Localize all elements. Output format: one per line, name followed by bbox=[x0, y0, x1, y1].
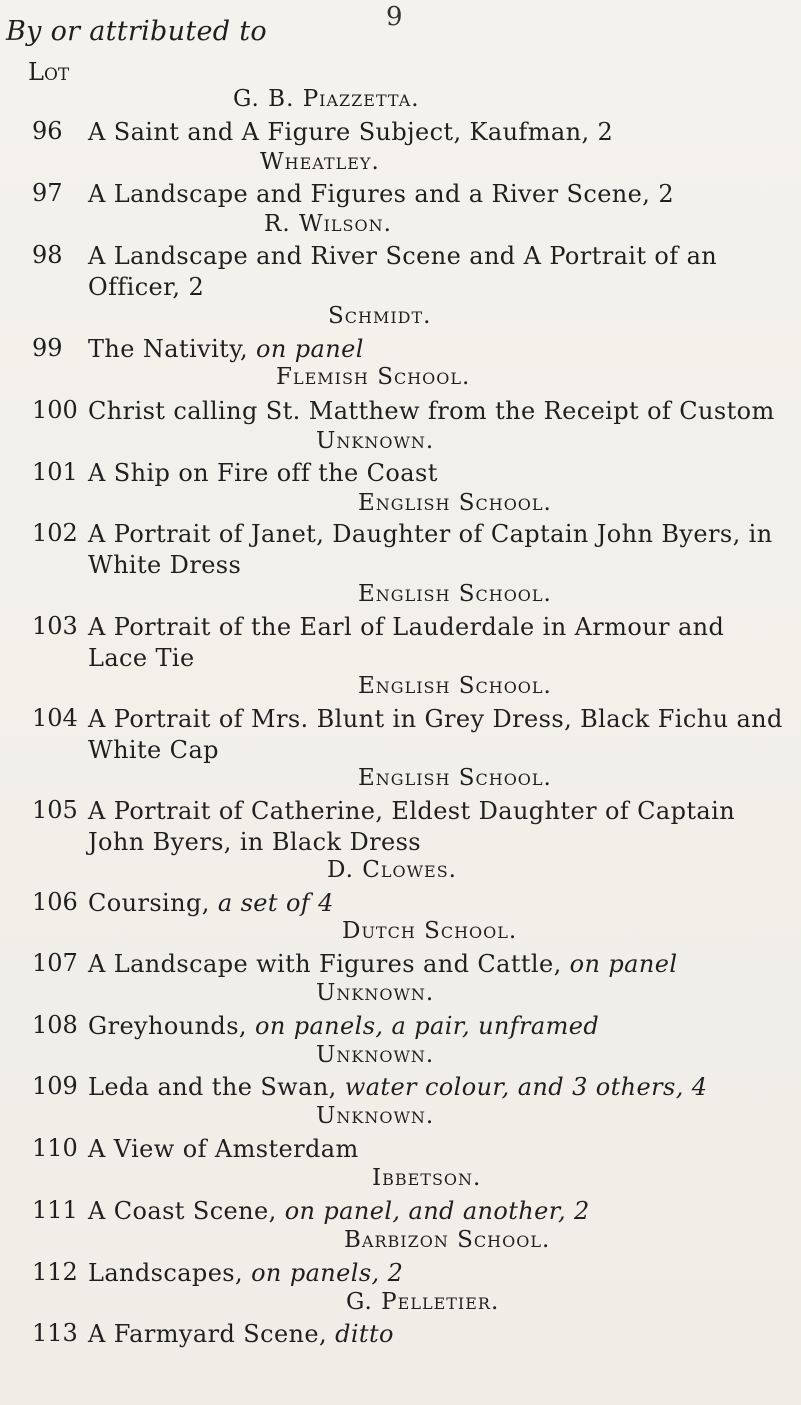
lot-number: 101 bbox=[32, 458, 78, 486]
lot-number: 109 bbox=[32, 1072, 78, 1100]
page-heading: By or attributed to bbox=[6, 16, 267, 47]
lot-number: 102 bbox=[32, 519, 78, 547]
artist-name: D. Clowes. bbox=[327, 857, 457, 883]
lot-description bbox=[88, 704, 784, 766]
lot-number: 99 bbox=[32, 334, 63, 362]
lot-description bbox=[88, 1319, 784, 1350]
lot-title: A Ship on Fire off the Coast bbox=[88, 459, 438, 487]
lot-title: A View of Amsterdam bbox=[88, 1135, 359, 1163]
lot-title: Coursing, bbox=[88, 889, 210, 917]
lot-description bbox=[88, 796, 784, 858]
lot-number: 107 bbox=[32, 949, 78, 977]
lot-title: A Saint and A Figure Subject, Kaufman, 2 bbox=[88, 118, 614, 146]
lot-medium: ditto bbox=[335, 1320, 394, 1348]
lot-number: 112 bbox=[32, 1258, 78, 1286]
lot-title: Landscapes, bbox=[88, 1259, 244, 1287]
lot-title: Greyhounds, bbox=[88, 1012, 247, 1040]
lot-column-label: Lot bbox=[28, 58, 70, 86]
lot-title: A Portrait of Mrs. Blunt in Grey Dress, Black Fichu and White Cap bbox=[88, 705, 783, 764]
lot-title: Christ calling St. Matthew from the Receipt of Custom bbox=[88, 397, 775, 425]
lot-medium: on panels, 2 bbox=[251, 1259, 404, 1287]
lot-medium: on panel, and another, 2 bbox=[284, 1197, 590, 1225]
lot-number: 108 bbox=[32, 1011, 78, 1039]
lot-number: 105 bbox=[32, 796, 78, 824]
lot-description bbox=[88, 949, 784, 980]
artist-name: G. Pelletier. bbox=[346, 1289, 500, 1315]
lot-description bbox=[88, 117, 784, 148]
lot-description bbox=[88, 334, 784, 365]
lot-title: A Landscape and River Scene and A Portrait of an Officer, 2 bbox=[88, 242, 718, 301]
lot-number: 111 bbox=[32, 1196, 78, 1224]
artist-name: Flemish School. bbox=[276, 364, 471, 390]
lot-number: 100 bbox=[32, 396, 78, 424]
lot-description bbox=[88, 458, 784, 489]
artist-name: English School. bbox=[358, 490, 552, 516]
lot-title: Leda and the Swan, bbox=[88, 1073, 337, 1101]
lot-medium: on panel bbox=[569, 950, 678, 978]
lot-number: 104 bbox=[32, 704, 78, 732]
lot-number: 97 bbox=[32, 179, 63, 207]
lot-title: A Coast Scene, bbox=[88, 1197, 277, 1225]
artist-name: Unknown. bbox=[316, 980, 435, 1006]
lot-description bbox=[88, 179, 784, 210]
lot-description bbox=[88, 396, 784, 427]
artist-name: Schmidt. bbox=[328, 303, 432, 329]
lot-description bbox=[88, 1072, 784, 1103]
lot-title: A Farmyard Scene, bbox=[88, 1320, 328, 1348]
lot-medium: water colour, and 3 others, 4 bbox=[344, 1073, 708, 1101]
lot-number: 113 bbox=[32, 1319, 78, 1347]
artist-name: Unknown. bbox=[316, 428, 435, 454]
lot-description bbox=[88, 1011, 784, 1042]
lot-title: A Portrait of Catherine, Eldest Daughter of Captain John Byers, in Black Dress bbox=[88, 797, 736, 856]
lot-medium: on panel bbox=[256, 335, 364, 363]
lot-number: 106 bbox=[32, 888, 78, 916]
lot-title: A Landscape with Figures and Cattle, bbox=[88, 950, 562, 978]
page-number: 9 bbox=[386, 2, 403, 32]
lot-medium: on panels, a pair, unframed bbox=[254, 1012, 600, 1040]
lot-number: 98 bbox=[32, 241, 63, 269]
lot-description bbox=[88, 519, 784, 581]
lot-title: A Portrait of the Earl of Lauderdale in Armour and Lace Tie bbox=[88, 613, 725, 672]
lot-description bbox=[88, 1258, 784, 1289]
artist-name: English School. bbox=[358, 581, 552, 607]
artist-name: Ibbetson. bbox=[372, 1165, 482, 1191]
artist-name: Unknown. bbox=[316, 1103, 435, 1129]
lot-number: 96 bbox=[32, 117, 63, 145]
artist-name: Wheatley. bbox=[260, 149, 380, 175]
lot-description bbox=[88, 1134, 784, 1165]
lot-description bbox=[88, 1196, 784, 1227]
artist-name: Dutch School. bbox=[342, 918, 518, 944]
lot-number: 110 bbox=[32, 1134, 78, 1162]
artist-name: G. B. Piazzetta. bbox=[233, 86, 420, 112]
artist-name: Barbizon School. bbox=[344, 1227, 551, 1253]
artist-name: R. Wilson. bbox=[264, 211, 392, 237]
lot-title: A Landscape and Figures and a River Scene, 2 bbox=[88, 180, 674, 208]
lot-description bbox=[88, 888, 784, 919]
lot-medium: a set of 4 bbox=[217, 889, 334, 917]
lot-title: The Nativity, bbox=[88, 335, 249, 363]
lot-number: 103 bbox=[32, 612, 78, 640]
artist-name: English School. bbox=[358, 765, 552, 791]
artist-name: Unknown. bbox=[316, 1042, 435, 1068]
lot-title: A Portrait of Janet, Daughter of Captain John Byers, in White Dress bbox=[88, 520, 773, 579]
artist-name: English School. bbox=[358, 673, 552, 699]
lot-description bbox=[88, 241, 784, 303]
lot-description bbox=[88, 612, 784, 674]
